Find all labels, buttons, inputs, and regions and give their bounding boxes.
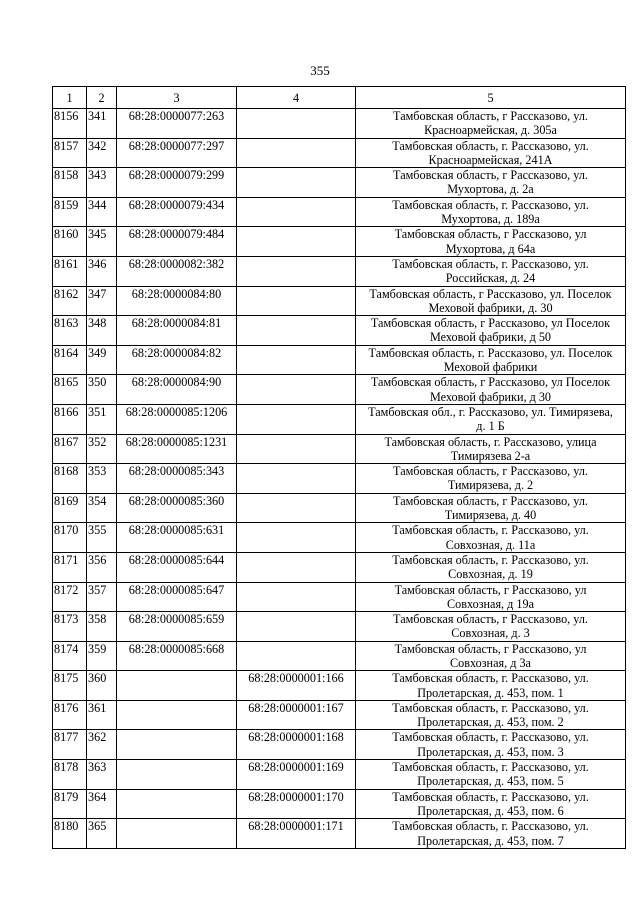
cell-item-index: 361 [87,700,117,730]
cell-row-number: 8171 [53,552,87,582]
cell-cadastral-number-col3: 68:28:0000085:647 [117,582,237,612]
table-row [53,227,626,257]
cell-cadastral-number-col4 [237,434,356,464]
address-line: Тамбовская область, г. Рассказово, ул. [392,552,589,567]
address-line: Пролетарская, д. 453, пом. 2 [417,715,564,730]
address-line: Меховой фабрики, д. 30 [428,300,553,315]
cell-cadastral-number-col4 [237,582,356,612]
address-line: Тимирязева, д. 40 [444,508,537,523]
address-line: Тамбовская область, г. Рассказово, ул. [392,523,589,538]
address-line: Меховой фабрики, д 30 [429,389,552,404]
table-row [53,641,626,671]
cell-row-number: 8174 [53,641,87,671]
table-row [53,464,626,494]
address-line: Тимирязева 2-а [450,448,531,463]
table-row [53,582,626,612]
cell-row-number: 8180 [53,819,87,849]
address-line: Совхозная, д. 19 [448,567,533,582]
cell-address [356,375,626,405]
cell-address [356,227,626,257]
address-line: Тамбовская область, г Рассказово, ул Поселок [370,375,611,390]
table-row [53,730,626,760]
address-line: Тамбовская область, г Рассказово, ул. [393,612,588,627]
cell-row-number: 8163 [53,316,87,346]
address-line: Тамбовская область, г. Рассказово, улица [384,434,597,449]
address-line: Пролетарская, д. 453, пом. 1 [417,685,564,700]
cell-row-number: 8168 [53,464,87,494]
cell-cadastral-number-col4: 68:28:0000001:171 [237,819,356,849]
cell-row-number: 8173 [53,612,87,642]
cell-cadastral-number-col4 [237,316,356,346]
address-line: д. 1 Б [476,419,505,434]
address-line: Совхозная, д 19а [447,596,534,611]
cell-cadastral-number-col3: 68:28:0000082:382 [117,256,237,286]
table-row [53,434,626,464]
cell-address [356,789,626,819]
cell-cadastral-number-col4: 68:28:0000001:169 [237,760,356,790]
table-row [53,612,626,642]
address-line: Тимирязева, д. 2 [447,478,534,493]
cell-address [356,700,626,730]
cell-item-index: 354 [87,493,117,523]
cell-item-index: 349 [87,345,117,375]
cell-cadastral-number-col4 [237,552,356,582]
cell-cadastral-number-col4: 68:28:0000001:167 [237,700,356,730]
cell-address [356,168,626,198]
cell-item-index: 362 [87,730,117,760]
cell-item-index: 357 [87,582,117,612]
cell-address [356,138,626,168]
address-line: Тамбовская область, г. Рассказово, ул. [392,197,589,212]
address-line: Совхозная, д. 11а [445,537,536,552]
cell-row-number: 8175 [53,671,87,701]
table-row [53,789,626,819]
table-row [53,286,626,316]
table-row [53,197,626,227]
cell-cadastral-number-col3 [117,700,237,730]
address-line: Тамбовская область, г Рассказово, ул [394,227,587,242]
cell-cadastral-number-col3: 68:28:0000085:360 [117,493,237,523]
column-header: 5 [356,87,626,109]
table-row [53,256,626,286]
address-line: Тамбовская область, г. Рассказово, ул. [392,138,589,153]
cell-cadastral-number-col4 [237,345,356,375]
cell-cadastral-number-col3: 68:28:0000085:343 [117,464,237,494]
cell-cadastral-number-col3: 68:28:0000084:80 [117,286,237,316]
address-line: Российская, д. 24 [445,271,536,286]
cell-item-index: 341 [87,109,117,139]
cell-cadastral-number-col4 [237,256,356,286]
cell-address [356,256,626,286]
cell-address [356,760,626,790]
cell-item-index: 352 [87,434,117,464]
cell-row-number: 8164 [53,345,87,375]
cell-cadastral-number-col3: 68:28:0000085:668 [117,641,237,671]
address-line: Тамбовская область, г Рассказово, ул. [393,493,588,508]
cell-cadastral-number-col3: 68:28:0000084:90 [117,375,237,405]
cell-cadastral-number-col4 [237,404,356,434]
cell-cadastral-number-col3: 68:28:0000077:263 [117,109,237,139]
cell-item-index: 350 [87,375,117,405]
cell-address [356,641,626,671]
cell-cadastral-number-col3: 68:28:0000084:81 [117,316,237,346]
cell-item-index: 355 [87,523,117,553]
cell-address [356,434,626,464]
table-row [53,316,626,346]
cell-cadastral-number-col3: 68:28:0000079:299 [117,168,237,198]
address-line: Тамбовская обл., г. Рассказово, ул. Тимирязева, [368,404,613,419]
cell-item-index: 359 [87,641,117,671]
address-line: Тамбовская область, г Рассказово, ул. [393,109,588,123]
cell-item-index: 353 [87,464,117,494]
cell-address [356,671,626,701]
address-line: Пролетарская, д. 453, пом. 6 [417,803,564,818]
address-line: Тамбовская область, г. Рассказово, ул. [392,700,589,715]
column-header: 4 [237,87,356,109]
cell-item-index: 347 [87,286,117,316]
column-header: 2 [87,87,117,109]
cell-row-number: 8167 [53,434,87,464]
cell-cadastral-number-col4 [237,523,356,553]
page-number: 355 [310,63,330,78]
cell-address [356,493,626,523]
cell-cadastral-number-col4 [237,286,356,316]
cell-item-index: 364 [87,789,117,819]
table-row [53,109,626,139]
cell-cadastral-number-col3: 68:28:0000085:631 [117,523,237,553]
cell-row-number: 8170 [53,523,87,553]
cell-cadastral-number-col3: 68:28:0000079:434 [117,197,237,227]
cell-item-index: 360 [87,671,117,701]
cell-row-number: 8157 [53,138,87,168]
address-line: Тамбовская область, г. Рассказово, ул. [392,671,589,686]
cell-cadastral-number-col4: 68:28:0000001:170 [237,789,356,819]
table-row [53,493,626,523]
cell-address [356,523,626,553]
table-row [53,552,626,582]
cell-cadastral-number-col3: 68:28:0000079:484 [117,227,237,257]
address-line: Тамбовская область, г Рассказово, ул. [393,464,588,479]
cell-item-index: 351 [87,404,117,434]
address-line: Тамбовская область, г. Рассказово, ул. [392,760,589,775]
address-line: Тамбовская область, г Рассказово, ул [394,641,587,656]
address-line: Мухортова, д. 2а [447,182,534,197]
cell-cadastral-number-col4: 68:28:0000001:168 [237,730,356,760]
cell-row-number: 8172 [53,582,87,612]
cell-cadastral-number-col4 [237,109,356,139]
cell-address [356,730,626,760]
cell-address [356,819,626,849]
cell-cadastral-number-col4 [237,464,356,494]
address-line: Красноармейская, д. 305а [424,123,557,138]
cell-cadastral-number-col4: 68:28:0000001:166 [237,671,356,701]
address-line: Тамбовская область, г. Рассказово, ул. [392,730,589,745]
cell-row-number: 8159 [53,197,87,227]
cell-address [356,286,626,316]
cell-cadastral-number-col3 [117,789,237,819]
cell-cadastral-number-col3: 68:28:0000077:297 [117,138,237,168]
registry-table [52,86,626,849]
cell-address [356,316,626,346]
cell-cadastral-number-col4 [237,138,356,168]
cell-cadastral-number-col4 [237,493,356,523]
cell-row-number: 8177 [53,730,87,760]
cell-row-number: 8176 [53,700,87,730]
cell-cadastral-number-col3 [117,730,237,760]
cell-cadastral-number-col4 [237,375,356,405]
cell-address [356,345,626,375]
cell-address [356,612,626,642]
table-row [53,700,626,730]
header-row [53,87,626,109]
cell-item-index: 365 [87,819,117,849]
address-line: Мухортова, д 64а [445,241,536,256]
cell-cadastral-number-col3: 68:28:0000084:82 [117,345,237,375]
cell-row-number: 8179 [53,789,87,819]
cell-cadastral-number-col3 [117,819,237,849]
cell-address [356,404,626,434]
address-line: Красноармейская, 241А [428,152,553,167]
cell-address [356,582,626,612]
cell-item-index: 348 [87,316,117,346]
cell-row-number: 8169 [53,493,87,523]
cell-cadastral-number-col3: 68:28:0000085:1206 [117,404,237,434]
table-row [53,671,626,701]
cell-item-index: 356 [87,552,117,582]
cell-row-number: 8166 [53,404,87,434]
cell-row-number: 8161 [53,256,87,286]
address-line: Тамбовская область, г Рассказово, ул Поселок [370,316,611,331]
table-row [53,138,626,168]
cell-address [356,464,626,494]
column-header: 3 [117,87,237,109]
cell-cadastral-number-col4 [237,168,356,198]
column-header: 1 [53,87,87,109]
cell-cadastral-number-col3 [117,671,237,701]
address-line: Пролетарская, д. 453, пом. 7 [417,833,564,848]
cell-address [356,552,626,582]
cell-row-number: 8158 [53,168,87,198]
cell-cadastral-number-col4 [237,612,356,642]
cell-cadastral-number-col3: 68:28:0000085:1231 [117,434,237,464]
cell-row-number: 8162 [53,286,87,316]
address-line: Совхозная, д. 3 [451,626,530,641]
cell-item-index: 342 [87,138,117,168]
cell-item-index: 344 [87,197,117,227]
cell-address [356,109,626,139]
address-line: Тамбовская область, г. Рассказово, ул. [392,819,589,834]
cell-item-index: 346 [87,256,117,286]
table-row [53,375,626,405]
cell-cadastral-number-col3: 68:28:0000085:644 [117,552,237,582]
cell-item-index: 358 [87,612,117,642]
cell-row-number: 8165 [53,375,87,405]
cell-row-number: 8156 [53,109,87,139]
address-line: Совхозная, д 3а [450,655,531,670]
address-line: Тамбовская область, г. Рассказово, ул. [392,789,589,804]
cell-row-number: 8160 [53,227,87,257]
address-line: Пролетарская, д. 453, пом. 3 [417,744,564,759]
table-row [53,523,626,553]
cell-cadastral-number-col4 [237,227,356,257]
address-line: Тамбовская область, г Рассказово, ул. [393,168,588,183]
address-line: Меховой фабрики, д 50 [429,330,552,345]
cell-cadastral-number-col4 [237,641,356,671]
cell-cadastral-number-col3: 68:28:0000085:659 [117,612,237,642]
address-line: Пролетарская, д. 453, пом. 5 [417,774,564,789]
cell-item-index: 343 [87,168,117,198]
address-line: Тамбовская область, г. Рассказово, ул. Поселок [368,345,613,360]
cell-address [356,197,626,227]
address-line: Меховой фабрики [443,360,538,375]
table-row [53,760,626,790]
cell-cadastral-number-col4 [237,197,356,227]
table-row [53,168,626,198]
address-line: Тамбовская область, г. Рассказово, ул. [392,256,589,271]
table-row [53,404,626,434]
table-row [53,819,626,849]
cell-item-index: 345 [87,227,117,257]
address-line: Тамбовская область, г Рассказово, ул. Поселок [369,286,612,301]
table-row [53,345,626,375]
cell-item-index: 363 [87,760,117,790]
address-line: Мухортова, д. 189а [441,212,540,227]
cell-cadastral-number-col3 [117,760,237,790]
cell-row-number: 8178 [53,760,87,790]
address-line: Тамбовская область, г Рассказово, ул [394,582,587,597]
